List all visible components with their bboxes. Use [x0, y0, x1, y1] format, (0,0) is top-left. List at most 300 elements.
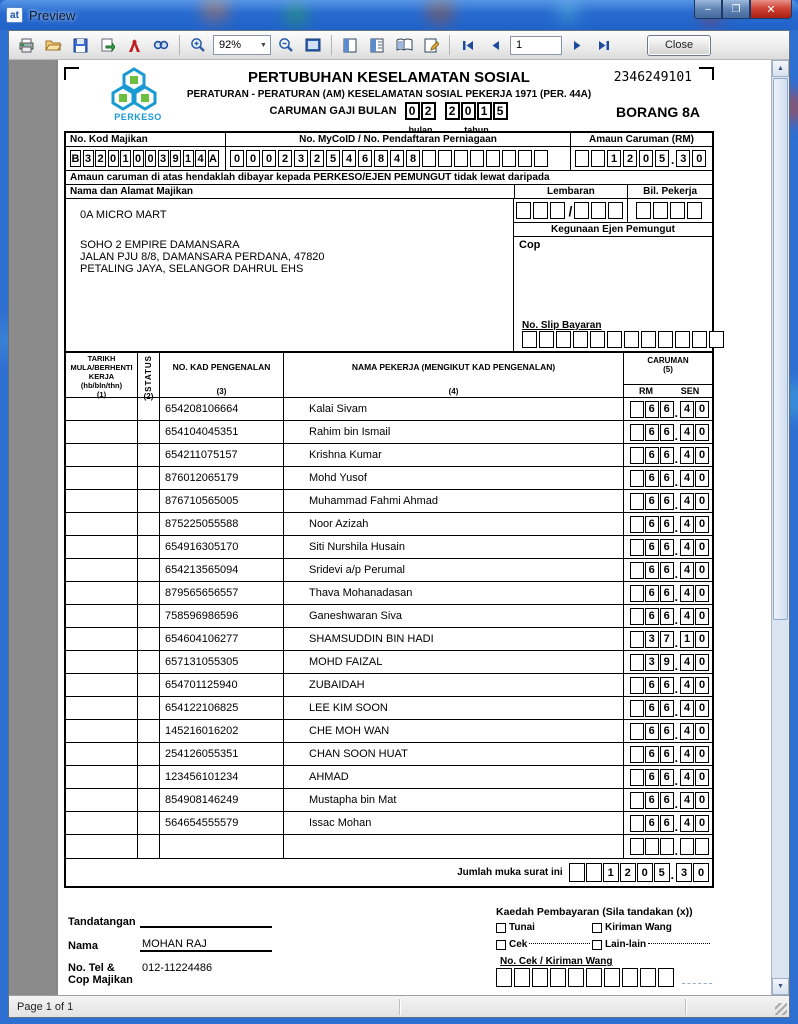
nama-label: Nama — [68, 940, 98, 952]
window-close-button[interactable]: ✕ — [750, 0, 792, 19]
cell-caruman — [624, 582, 712, 604]
decimal-point: . — [674, 406, 678, 420]
digit-box — [518, 150, 532, 167]
digit-box: 6 — [660, 677, 674, 694]
last-page-button[interactable] — [592, 34, 616, 57]
cell-name: Ganeshwaran Siva — [284, 605, 624, 627]
decimal-point: . — [674, 452, 678, 466]
table-row — [66, 789, 712, 812]
cell-sen-boxes — [680, 723, 710, 740]
decimal-point: . — [674, 636, 678, 650]
payment-option-label: Cek — [509, 939, 528, 950]
tel-label-line2: Cop Majikan — [68, 974, 133, 986]
digit-box: 6 — [660, 516, 674, 533]
title-bar[interactable] — [0, 0, 798, 30]
table-row — [66, 513, 712, 536]
cell-tarikh — [66, 720, 138, 742]
cell-rm-boxes — [630, 447, 675, 464]
preview-page — [58, 60, 772, 995]
digit-box: 9 — [170, 150, 181, 167]
employee-table-header — [66, 352, 712, 401]
digit-box: 0 — [695, 746, 709, 763]
digit-box — [645, 838, 659, 855]
cell-sen-boxes — [680, 654, 710, 671]
cell-rm-boxes — [630, 608, 675, 625]
digit-box: 4 — [680, 792, 694, 809]
cell-ic: 657131055305 — [160, 651, 284, 673]
cell-caruman — [624, 398, 712, 420]
digit-box: 4 — [680, 470, 694, 487]
digit-box: 4 — [680, 608, 694, 625]
digit-box — [630, 677, 644, 694]
cell-rm-boxes — [630, 585, 675, 602]
page-number-input[interactable] — [510, 36, 562, 55]
cell-ic: 654211075157 — [160, 444, 284, 466]
digit-box: 3 — [676, 150, 690, 167]
cell-sen-boxes — [680, 401, 710, 418]
text-line: (hb/bln/thn) — [80, 381, 123, 390]
digit-box: 6 — [645, 792, 659, 809]
digit-box: 0 — [695, 631, 709, 648]
digit-box — [630, 516, 644, 533]
cell-caruman — [624, 559, 712, 581]
payment-option-label: Lain-lain — [605, 939, 647, 950]
corner-mark — [699, 67, 714, 80]
digit-box: 4 — [680, 424, 694, 441]
borang-8a-form — [64, 67, 714, 987]
digit-box — [586, 863, 602, 882]
cell-tarikh — [66, 651, 138, 673]
open-button[interactable] — [41, 34, 65, 57]
bulan-boxes — [405, 102, 437, 120]
tel-value: 012-11224486 — [142, 962, 213, 974]
digit-box: 0 — [695, 470, 709, 487]
cell-tarikh — [66, 766, 138, 788]
cell-rm-boxes — [630, 631, 675, 648]
digit-box: 0 — [461, 102, 476, 120]
digit-box: 0 — [145, 150, 156, 167]
close-preview-button[interactable]: Close — [647, 35, 711, 56]
digit-box: 5 — [326, 150, 340, 167]
digit-box: 4 — [680, 723, 694, 740]
cell-caruman — [624, 444, 712, 466]
facing-pages-button[interactable] — [392, 34, 416, 57]
cell-tarikh — [66, 536, 138, 558]
digit-box: 0 — [695, 815, 709, 832]
cell-sen-boxes — [680, 447, 710, 464]
digit-box: 3 — [158, 150, 169, 167]
cell-status — [138, 421, 160, 443]
table-row — [66, 559, 712, 582]
cell-name: Sridevi a/p Perumal — [284, 559, 624, 581]
digit-box: 2 — [310, 150, 324, 167]
digit-box: 0 — [637, 863, 653, 882]
cell-ic: 654104045351 — [160, 421, 284, 443]
decimal-point: . — [670, 868, 674, 882]
dotted-line — [648, 943, 710, 944]
digit-box: 0 — [405, 102, 420, 120]
checkbox-icon — [496, 940, 506, 950]
form-header — [78, 67, 700, 135]
cell-name: Issac Mohan — [284, 812, 624, 834]
window-frame — [8, 30, 790, 1018]
status-separator — [685, 999, 686, 1015]
digit-box — [591, 150, 605, 167]
cell-caruman — [624, 743, 712, 765]
cell-rm-boxes — [630, 746, 675, 763]
digit-box: 0 — [695, 516, 709, 533]
cell-ic: 875225055588 — [160, 513, 284, 535]
first-page-button[interactable] — [456, 34, 480, 57]
payment-option — [592, 939, 712, 950]
digit-box — [640, 968, 656, 987]
digit-box: 0 — [695, 700, 709, 717]
cell-name: MOHD FAIZAL — [284, 651, 624, 673]
cell-tarikh — [66, 628, 138, 650]
minimize-button[interactable]: – — [694, 0, 722, 19]
digit-box: 4 — [390, 150, 404, 167]
digit-box: 6 — [660, 792, 674, 809]
cell-name: ZUBAIDAH — [284, 674, 624, 696]
bulan-group — [405, 102, 437, 138]
cell-caruman — [624, 835, 712, 858]
digit-box — [539, 331, 554, 348]
cell-sen-boxes — [680, 539, 710, 556]
cell-status — [138, 720, 160, 742]
digit-box: 6 — [645, 585, 659, 602]
digit-box — [630, 608, 644, 625]
scroll-up-button[interactable]: ▲ — [772, 60, 789, 77]
cell-status — [138, 651, 160, 673]
digit-box: 8 — [406, 150, 420, 167]
digit-box — [630, 539, 644, 556]
cell-ic: 654122106825 — [160, 697, 284, 719]
digit-box: 1 — [183, 150, 194, 167]
decimal-point: . — [674, 659, 678, 673]
digit-box — [692, 331, 707, 348]
digit-box — [514, 968, 530, 987]
amaun-caruman-boxes — [571, 147, 712, 170]
status-panel — [400, 996, 685, 1017]
cell-sen-boxes — [680, 585, 710, 602]
vertical-scrollbar[interactable] — [771, 60, 789, 995]
digit-box: 6 — [660, 424, 674, 441]
export-button[interactable] — [95, 34, 119, 57]
digit-box — [630, 769, 644, 786]
digit-box: 5 — [493, 102, 508, 120]
payment-options — [496, 922, 712, 950]
digit-box: 6 — [660, 723, 674, 740]
amaun-sen-boxes — [676, 150, 708, 167]
digit-box: 6 — [645, 539, 659, 556]
tahun-boxes — [445, 102, 509, 120]
decimal-point: . — [674, 820, 678, 834]
digit-box — [630, 700, 644, 717]
digit-box: 0 — [695, 401, 709, 418]
cell-sen-boxes — [680, 516, 710, 533]
digit-box: 0 — [695, 608, 709, 625]
cell-name — [284, 835, 624, 858]
digit-box: 0 — [246, 150, 260, 167]
digit-box: 6 — [645, 562, 659, 579]
next-page-button[interactable] — [565, 34, 589, 57]
digit-box: 6 — [645, 516, 659, 533]
jumlah-rm-boxes — [569, 863, 671, 882]
jumlah-row — [66, 858, 712, 886]
table-row — [66, 743, 712, 766]
toolbar-separator — [179, 35, 180, 55]
checkbox-icon — [496, 923, 506, 933]
cell-status — [138, 674, 160, 696]
lembaran-slash: / — [568, 202, 573, 219]
digit-box — [604, 968, 620, 987]
maximize-button[interactable]: ❐ — [722, 0, 750, 19]
print-button[interactable] — [14, 34, 38, 57]
digit-box — [534, 150, 548, 167]
decimal-point: . — [674, 797, 678, 811]
digit-box: 0 — [695, 677, 709, 694]
digit-box: 6 — [645, 608, 659, 625]
digit-box: 3 — [83, 150, 94, 167]
digit-box: 4 — [680, 677, 694, 694]
cell-ic: 879565656557 — [160, 582, 284, 604]
payment-option-label: Kiriman Wang — [605, 922, 672, 933]
cell-tarikh — [66, 559, 138, 581]
text-line: SOHO 2 EMPIRE DAMANSARA — [80, 239, 240, 251]
find-button[interactable] — [149, 34, 173, 57]
cell-caruman — [624, 720, 712, 742]
cell-tarikh — [66, 812, 138, 834]
previous-page-button[interactable] — [483, 34, 507, 57]
employer-section — [64, 131, 714, 353]
payment-option — [592, 922, 712, 933]
cell-sen-boxes — [680, 769, 710, 786]
digit-box: 4 — [195, 150, 206, 167]
zoom-in-button[interactable] — [186, 34, 210, 57]
digit-box: 0 — [639, 150, 653, 167]
zoom-level-combo[interactable] — [213, 35, 271, 55]
digit-box: 3 — [645, 631, 659, 648]
cell-rm-boxes — [630, 493, 675, 510]
fit-page-button[interactable] — [301, 34, 325, 57]
text-line: MULA/BERHENTI — [70, 363, 133, 372]
digit-box — [670, 202, 685, 219]
caruman-gaji-label: CARUMAN GAJI BULAN — [269, 105, 397, 117]
jumlah-sen-boxes — [676, 863, 710, 882]
digit-box — [470, 150, 484, 167]
digit-box: 0 — [695, 723, 709, 740]
cell-status — [138, 835, 160, 858]
single-page-view-button[interactable] — [338, 34, 362, 57]
digit-box: 2 — [623, 150, 637, 167]
digit-box: 6 — [660, 746, 674, 763]
cell-name: CHAN SOON HUAT — [284, 743, 624, 765]
digit-box: 0 — [230, 150, 244, 167]
table-row — [66, 812, 712, 835]
digit-box — [630, 493, 644, 510]
digit-box: 3 — [645, 654, 659, 671]
employee-rows — [66, 398, 712, 858]
digit-box — [568, 968, 584, 987]
digit-box: 0 — [695, 447, 709, 464]
digit-box — [496, 968, 512, 987]
digit-box: 2 — [620, 863, 636, 882]
decimal-point: . — [674, 613, 678, 627]
cell-tarikh — [66, 605, 138, 627]
table-row — [66, 605, 712, 628]
continuous-view-button[interactable] — [365, 34, 389, 57]
employer-name: 0A MICRO MART — [80, 209, 167, 221]
cell-tarikh — [66, 398, 138, 420]
cek-kiriman-label: No. Cek / Kiriman Wang — [500, 956, 613, 967]
digit-box: 6 — [645, 700, 659, 717]
digit-box — [658, 331, 673, 348]
digit-box — [709, 331, 724, 348]
digit-box: 4 — [680, 654, 694, 671]
cell-sen-boxes — [680, 815, 710, 832]
digit-box: 3 — [676, 863, 692, 882]
digit-box — [532, 968, 548, 987]
corner-mark — [64, 67, 79, 80]
cell-sen-boxes — [680, 470, 710, 487]
page-setup-button[interactable] — [419, 34, 443, 57]
digit-box: 5 — [655, 150, 669, 167]
cell-rm-boxes — [630, 815, 675, 832]
cell-caruman — [624, 789, 712, 811]
digit-box: 0 — [695, 792, 709, 809]
decimal-point: . — [674, 844, 678, 858]
employer-address-block — [66, 199, 514, 351]
cell-ic: 876710565005 — [160, 490, 284, 512]
payment-option — [496, 922, 592, 933]
digit-box — [695, 838, 709, 855]
save-button[interactable] — [68, 34, 92, 57]
form-serial-number: 2346249101 — [613, 70, 692, 85]
digit-box — [630, 470, 644, 487]
cell-name: CHE MOH WAN — [284, 720, 624, 742]
cek-number-boxes — [496, 968, 676, 987]
toolbar — [9, 31, 789, 60]
digit-box — [607, 331, 622, 348]
cell-tarikh — [66, 697, 138, 719]
digit-box: 0 — [108, 150, 119, 167]
pdf-button[interactable] — [122, 34, 146, 57]
text-line: (1) — [96, 390, 107, 399]
app-icon: at — [6, 7, 23, 23]
scroll-down-button[interactable]: ▼ — [772, 978, 789, 995]
nama-alamat-label: Nama dan Alamat Majikan — [66, 185, 515, 198]
cell-rm-boxes — [630, 562, 675, 579]
decimal-point: . — [674, 728, 678, 742]
cell-ic: 254126055351 — [160, 743, 284, 765]
decimal-point: . — [674, 567, 678, 581]
sen-header: SEN — [680, 386, 700, 396]
digit-box: 4 — [680, 700, 694, 717]
cell-sen-boxes — [680, 792, 710, 809]
cell-status — [138, 444, 160, 466]
cell-status — [138, 697, 160, 719]
resize-grip[interactable] — [775, 1003, 787, 1015]
digit-box: 1 — [607, 150, 621, 167]
digit-box: 8 — [374, 150, 388, 167]
toolbar-separator — [449, 35, 450, 55]
digit-box — [556, 331, 571, 348]
digit-box: 0 — [695, 424, 709, 441]
table-row — [66, 467, 712, 490]
digit-box — [438, 150, 452, 167]
cell-caruman — [624, 766, 712, 788]
scrollbar-thumb[interactable] — [773, 78, 788, 620]
digit-box: 9 — [660, 654, 674, 671]
digit-box: 0 — [695, 539, 709, 556]
digit-box: 4 — [680, 516, 694, 533]
digit-box — [630, 447, 644, 464]
digit-box — [624, 331, 639, 348]
cell-caruman — [624, 628, 712, 650]
digit-box: 4 — [680, 493, 694, 510]
decimal-point: . — [674, 774, 678, 788]
digit-box — [630, 838, 644, 855]
tel-label-line1: No. Tel & — [68, 962, 115, 974]
digit-box: 6 — [660, 493, 674, 510]
digit-box: 4 — [680, 815, 694, 832]
digit-box: 2 — [421, 102, 436, 120]
digit-box: 1 — [603, 863, 619, 882]
digit-box — [680, 838, 694, 855]
combo-dropdown-arrow[interactable]: ▼ — [260, 41, 267, 49]
cell-rm-boxes — [630, 700, 675, 717]
cell-status — [138, 513, 160, 535]
table-row — [66, 490, 712, 513]
digit-box — [574, 202, 589, 219]
digit-box — [630, 585, 644, 602]
payment-option-label: Tunai — [509, 922, 535, 933]
slip-bayaran-section — [514, 320, 712, 351]
cell-sen-boxes — [680, 838, 710, 855]
digit-box — [658, 968, 674, 987]
rm-header: RM — [639, 386, 653, 396]
slip-bayaran-label: No. Slip Bayaran — [522, 320, 602, 331]
cell-tarikh — [66, 582, 138, 604]
digit-box: 6 — [645, 723, 659, 740]
digit-box: 4 — [680, 769, 694, 786]
cell-tarikh — [66, 513, 138, 535]
digit-box — [550, 968, 566, 987]
digit-box: 0 — [695, 493, 709, 510]
digit-box — [653, 202, 668, 219]
digit-box: 0 — [262, 150, 276, 167]
employee-table — [64, 352, 714, 888]
cell-ic: 876012065179 — [160, 467, 284, 489]
payment-option — [496, 939, 592, 950]
amaun-caruman-label: Amaun Caruman (RM) — [588, 134, 694, 145]
digit-box: 1 — [680, 631, 694, 648]
cop-label: Cop — [519, 239, 541, 251]
cell-rm-boxes — [630, 470, 675, 487]
col-status-header: STATUS (2) — [138, 352, 160, 397]
cell-status — [138, 559, 160, 581]
cell-status — [138, 766, 160, 788]
zoom-out-button[interactable] — [274, 34, 298, 57]
decimal-point: . — [674, 475, 678, 489]
cell-tarikh — [66, 421, 138, 443]
cell-rm-boxes — [630, 838, 675, 855]
cell-ic: 854908146249 — [160, 789, 284, 811]
col-ic-header: NO. KAD PENGENALAN (3) — [160, 352, 284, 397]
digit-box: 6 — [660, 815, 674, 832]
cell-tarikh — [66, 835, 138, 858]
digit-box — [575, 150, 589, 167]
